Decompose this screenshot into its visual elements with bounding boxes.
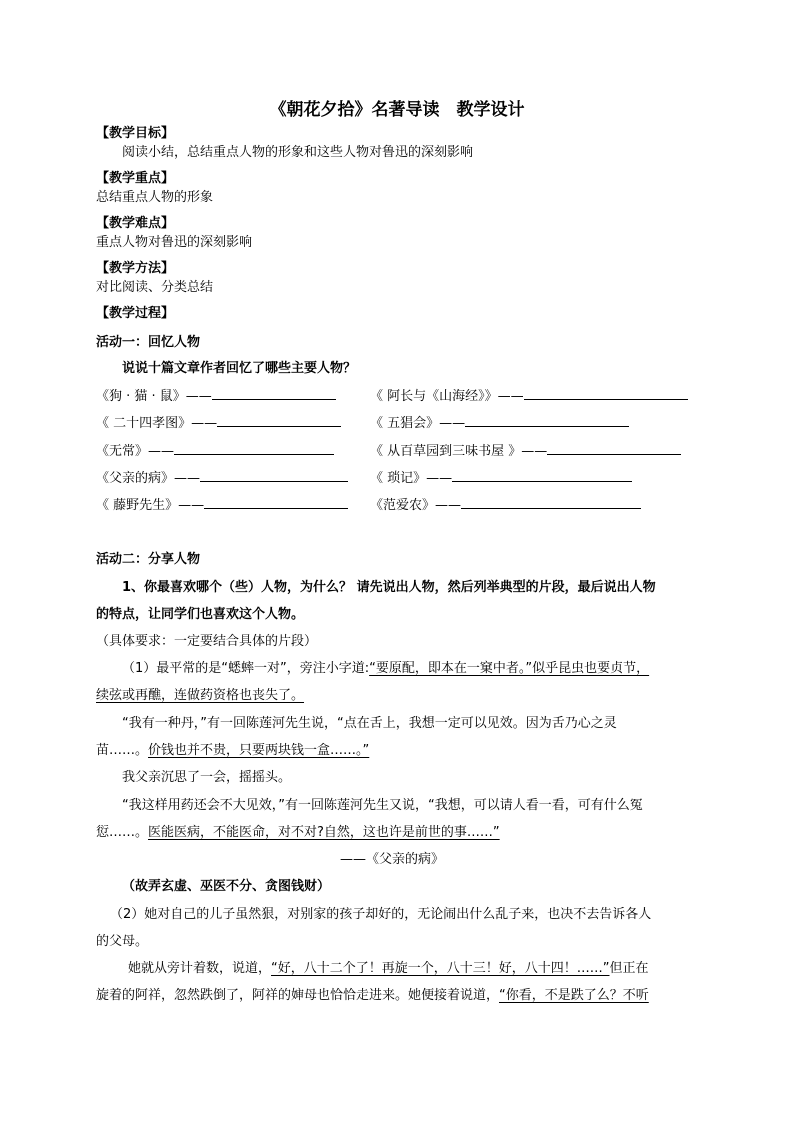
activity2-task-line: 的特点，让同学们也喜欢这个人物。 xyxy=(96,607,305,622)
requirement-text: （具体要求：一定要结合具体的片段） xyxy=(96,634,318,649)
process-heading: 【教学过程】 xyxy=(96,306,175,321)
focus-heading: 【教学重点】 xyxy=(96,171,175,186)
answer-blank[interactable] xyxy=(200,469,348,482)
excerpt-line: （1）最平常的是“蟋蟀一对”，旁注小字道:“要原配，即本在一窠中者。”似乎昆虫也要贞节， xyxy=(122,661,650,676)
activity1-heading: 活动一：回忆人物 xyxy=(96,335,201,350)
difficulty-heading: 【教学难点】 xyxy=(96,216,175,231)
answer-blank[interactable] xyxy=(174,442,334,455)
character-summary: （故弄玄虚、巫医不分、贪图钱财） xyxy=(122,879,331,894)
fill-item: 《 阿长与《山海经》》—— xyxy=(370,387,688,407)
excerpt-line: 苗……。价钱也并不贵，只要两块钱一盒……。” xyxy=(96,743,370,758)
answer-blank[interactable] xyxy=(212,387,336,400)
fill-item: 《 藤野先生》—— xyxy=(96,496,348,516)
activity2-heading: 活动二：分享人物 xyxy=(96,552,201,567)
fill-item: 《 从百草园到三味书屋 》—— xyxy=(370,442,681,462)
excerpt-source: ——《父亲的病》 xyxy=(340,852,445,867)
fill-item: 《 琐记》—— xyxy=(370,469,632,489)
answer-blank[interactable] xyxy=(547,442,681,455)
excerpt-line: 的父母。 xyxy=(96,934,149,949)
page-title: 《朝花夕拾》名著导读 教学设计 xyxy=(269,100,525,120)
fill-item: 《 二十四孝图》—— xyxy=(96,414,341,434)
method-text: 对比阅读、分类总结 xyxy=(96,280,214,295)
goal-text: 阅读小结，总结重点人物的形象和这些人物对鲁迅的深刻影响 xyxy=(122,145,474,160)
excerpt-line: 旋着的阿祥，忽然跌倒了，阿祥的婶母也恰恰走进来。她便接着说道，“你看，不是跌了么？不听 xyxy=(96,988,649,1003)
answer-blank[interactable] xyxy=(452,469,632,482)
fill-item: 《父亲的病》—— xyxy=(96,469,348,489)
excerpt-line: 愆……。医能医病，不能医命，对不对?自然，这也许是前世的事……” xyxy=(96,825,500,840)
excerpt-line: 我父亲沉思了一会，摇摇头。 xyxy=(122,770,292,785)
excerpt-line: “我有一种丹，”有一回陈莲河先生说，“点在舌上，我想一定可以见效。因为舌乃心之灵 xyxy=(122,716,617,731)
fill-item: 《 五猖会》—— xyxy=(370,414,629,434)
fill-item: 《范爱农》—— xyxy=(370,496,641,516)
excerpt-line: （2）她对自己的儿子虽然狠，对别家的孩子却好的，无论闹出什么乱子来，也决不去告诉各人 xyxy=(110,907,652,922)
focus-text: 总结重点人物的形象 xyxy=(96,190,214,205)
answer-blank[interactable] xyxy=(461,496,641,509)
fill-item: 《狗 · 猫 · 鼠》—— xyxy=(96,387,336,407)
activity1-question: 说说十篇文章作者回忆了哪些主要人物？ xyxy=(122,361,357,376)
excerpt-line: 她就从旁计着数，说道，“好，八十二个了！再旋一个，八十三！好，八十四！……”但正在 xyxy=(128,961,649,976)
answer-blank[interactable] xyxy=(524,387,688,400)
excerpt-line: 续弦或再醮，连做药资格也丧失了。 xyxy=(96,688,305,703)
activity2-task-line: 1、你最喜欢哪个（些）人物，为什么？ 请先说出人物，然后列举典型的片段，最后说出人物 xyxy=(122,580,656,595)
goal-heading: 【教学目标】 xyxy=(96,126,175,141)
answer-blank[interactable] xyxy=(204,496,348,509)
fill-item: 《无常》—— xyxy=(96,442,334,462)
difficulty-text: 重点人物对鲁迅的深刻影响 xyxy=(96,235,253,250)
excerpt-line: “我这样用药还会不大见效，”有一回陈莲河先生又说，“我想，可以请人看一看，可有什么冤 xyxy=(122,798,643,813)
method-heading: 【教学方法】 xyxy=(96,261,175,276)
answer-blank[interactable] xyxy=(217,414,341,427)
answer-blank[interactable] xyxy=(465,414,629,427)
